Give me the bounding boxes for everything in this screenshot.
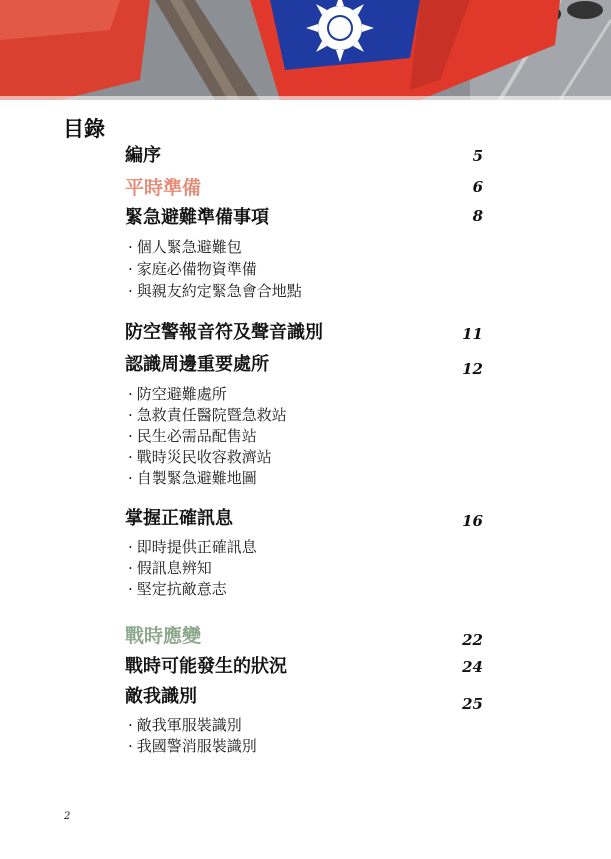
toc-entry-emergency-prep[interactable]: 緊急避難準備事項 <box>125 207 269 228</box>
bullet-dot: · <box>128 580 133 598</box>
bullet-dot: · <box>128 406 133 424</box>
bullet-dot: · <box>128 282 133 300</box>
toc-sub-item[interactable] <box>128 540 257 555</box>
toc-sub-label: 防空避難處所 <box>136 385 227 403</box>
toc-sub-label: 民生必需品配售站 <box>136 427 257 445</box>
toc-entry-air-raid[interactable]: 防空警報音符及聲音識別 <box>125 322 323 343</box>
toc-sub-label: 個人緊急避難包 <box>136 238 242 256</box>
toc-section-wartime[interactable]: 戰時應變 <box>125 625 202 647</box>
toc-entry-info[interactable]: 掌握正確訊息 <box>125 508 233 529</box>
toc-sub-item[interactable] <box>128 561 212 576</box>
toc-entry-preface[interactable]: 編序 <box>125 145 161 166</box>
toc-sub-label: 我國警消服裝識別 <box>136 737 257 755</box>
bullet-dot: · <box>128 737 133 755</box>
toc-page-preface: 5 <box>472 147 483 165</box>
toc-sub-item[interactable] <box>128 739 257 754</box>
toc-sub-label: 家庭必備物資準備 <box>136 260 257 278</box>
bullet-dot: · <box>128 559 133 577</box>
bullet-dot: · <box>128 538 133 556</box>
toc-sub-label: 堅定抗敵意志 <box>136 580 227 598</box>
toc-entry-identify[interactable]: 敵我識別 <box>125 686 197 707</box>
toc-sub-item[interactable] <box>128 240 242 255</box>
toc-sub-item[interactable] <box>128 450 272 465</box>
toc-sub-item[interactable] <box>128 387 227 402</box>
toc-sub-label: 與親友約定緊急會合地點 <box>136 282 302 300</box>
bullet-dot: · <box>128 238 133 256</box>
toc-sub-item[interactable] <box>128 284 302 299</box>
toc-sub-label: 敵我軍服裝識別 <box>136 716 242 734</box>
toc-page-identify: 25 <box>462 695 483 713</box>
toc-page-places: 12 <box>462 360 483 378</box>
toc-heading: 目錄 <box>63 117 105 141</box>
toc-sub-item[interactable] <box>128 582 227 597</box>
toc-page-peacetime: 6 <box>472 178 483 196</box>
bullet-dot: · <box>128 260 133 278</box>
footer-page-number: 2 <box>64 811 71 822</box>
toc-page-situations: 24 <box>462 658 483 676</box>
toc-sub-label: 自製緊急避難地圖 <box>136 469 257 487</box>
bullet-dot: · <box>128 469 133 487</box>
bullet-dot: · <box>128 427 133 445</box>
toc-sub-item[interactable] <box>128 262 257 277</box>
toc-page-wartime: 22 <box>462 631 483 649</box>
toc-page-emergency-prep: 8 <box>472 207 483 225</box>
toc-sub-label: 戰時災民收容救濟站 <box>136 448 272 466</box>
toc-sub-label: 急救責任醫院暨急救站 <box>136 406 287 424</box>
toc-page-info: 16 <box>462 512 483 530</box>
flag-illustration <box>0 0 611 100</box>
toc-entry-situations[interactable]: 戰時可能發生的狀況 <box>125 656 287 677</box>
toc-sub-item[interactable] <box>128 471 257 486</box>
toc-section-peacetime[interactable]: 平時準備 <box>125 177 202 199</box>
bullet-dot: · <box>128 385 133 403</box>
bullet-dot: · <box>128 716 133 734</box>
toc-sub-label: 即時提供正確訊息 <box>136 538 257 556</box>
toc-sub-item[interactable] <box>128 408 287 423</box>
toc-page-air-raid: 11 <box>462 325 483 343</box>
toc-entry-places[interactable]: 認識周邊重要處所 <box>125 354 269 375</box>
toc-sub-label: 假訊息辨知 <box>136 559 212 577</box>
toc-sub-item[interactable] <box>128 718 242 733</box>
banner-photo <box>0 0 611 100</box>
bullet-dot: · <box>128 448 133 466</box>
toc-sub-item[interactable] <box>128 429 257 444</box>
